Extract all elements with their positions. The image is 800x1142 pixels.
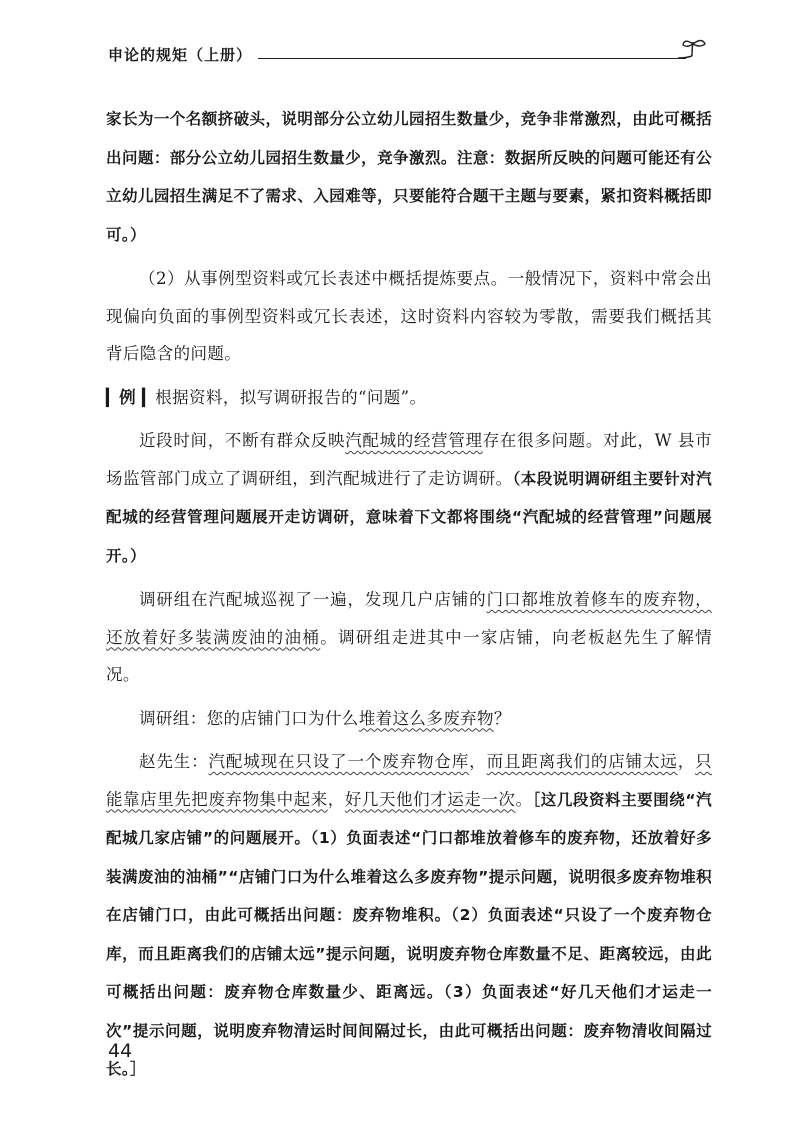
underlined-text: 好几天他们才运走一次: [344, 789, 516, 809]
paragraph-4: [106, 422, 712, 575]
example-label: ▎例 ▎: [106, 387, 156, 407]
analysis-text: ［这几段资料主要围绕“汽配城几家店铺”的问题展开。（1）负面表述“门口都堆放着修车的废弃物，还放着好多装满废油的油桶”“店铺门口为什么堆着这么多废弃物”提示问题，说明很多废弃物堆积在店铺门口，由此可概括出问题：废弃物堆积。（2）负面表述“只设了一个废弃物仓库，而且距离我们的店铺太远”提示问题，说明废弃物仓库数量不足、距离较远，由此可概括出问题：废弃物仓库数量少、距离远。（3）负面表述“好几天他们才运走一次”提示问题，说明废弃物清运时间间隔过长，由此可概括出问题：废弃物清收间隔过长。］: [106, 790, 712, 1078]
sprout-icon: [676, 36, 710, 64]
text-run: 存在很多问题。对此，W 县市场监管部门成立了调研组，到汽配城进行了走访调研。: [106, 431, 712, 488]
text-run: ？: [493, 708, 511, 728]
header-rule: [258, 58, 686, 59]
book-title: 申论的规矩（上册）: [108, 46, 253, 64]
text-run: 调研组：您的店铺门口为什么: [139, 708, 359, 728]
paragraph-7: [106, 743, 712, 1089]
text-run: ，: [327, 789, 345, 809]
text-run: 。调研组走进其中一家店铺，向老板赵先生了解情况。: [106, 627, 712, 684]
underlined-text: 堆着这么多废弃物: [358, 708, 494, 728]
paragraph-2: （2）从事例型资料或冗长表述中概括提炼要点。一般情况下，资料中常会出现偏向负面的事例型资料或冗长表述，这时资料内容较为零散，需要我们概括其背后隐含的问题。: [106, 269, 712, 363]
underlined-text: 汽配城现在只设了一个废弃物仓库: [208, 752, 470, 771]
paragraph-5: [106, 581, 712, 694]
text-run: 调研组在汽配城巡视了一遍，发现几户店铺的: [139, 590, 487, 609]
text-run: 。: [515, 789, 533, 809]
paragraph-1: [106, 100, 712, 254]
text-run: 赵先生：: [139, 752, 209, 771]
text-run: ，: [469, 752, 487, 771]
example-text: 根据资料，拟写调研报告的“问题”。: [155, 387, 427, 407]
underlined-text: 只能靠店里先把废弃物集中起来: [106, 752, 713, 809]
page-number: 44: [108, 1040, 133, 1062]
paragraph-6: [106, 700, 712, 738]
underlined-text: 而且距离我们的店铺太远: [486, 752, 678, 771]
text-run: 近段时间，不断有群众反映: [139, 431, 346, 450]
analysis-text: （本段说明调研组主要针对汽配城的经营管理问题展开走访调研，意味着下文都将围绕“汽配城的经营管理”问题展开。）: [106, 469, 712, 565]
text-run: ，: [677, 752, 696, 771]
page-body: [106, 100, 712, 1095]
underlined-text: 汽配城的经营管理: [345, 431, 483, 450]
example-prompt: [106, 379, 712, 417]
running-header: [108, 44, 708, 70]
underlined-text: 门口都堆放着修车的废弃物，还放着好多装满废油的油桶: [106, 590, 712, 647]
analysis-text: 家长为一个名额挤破头，说明部分公立幼儿园招生数量少，竞争非常激烈，由此可概括出问题：部分公立幼儿园招生数量少，竞争激烈。注意：数据所反映的问题可能还有公立幼儿园招生满足不了需求、入园难等，只要能符合题干主题与要素，紧扣资料概括即可。）: [106, 110, 712, 244]
